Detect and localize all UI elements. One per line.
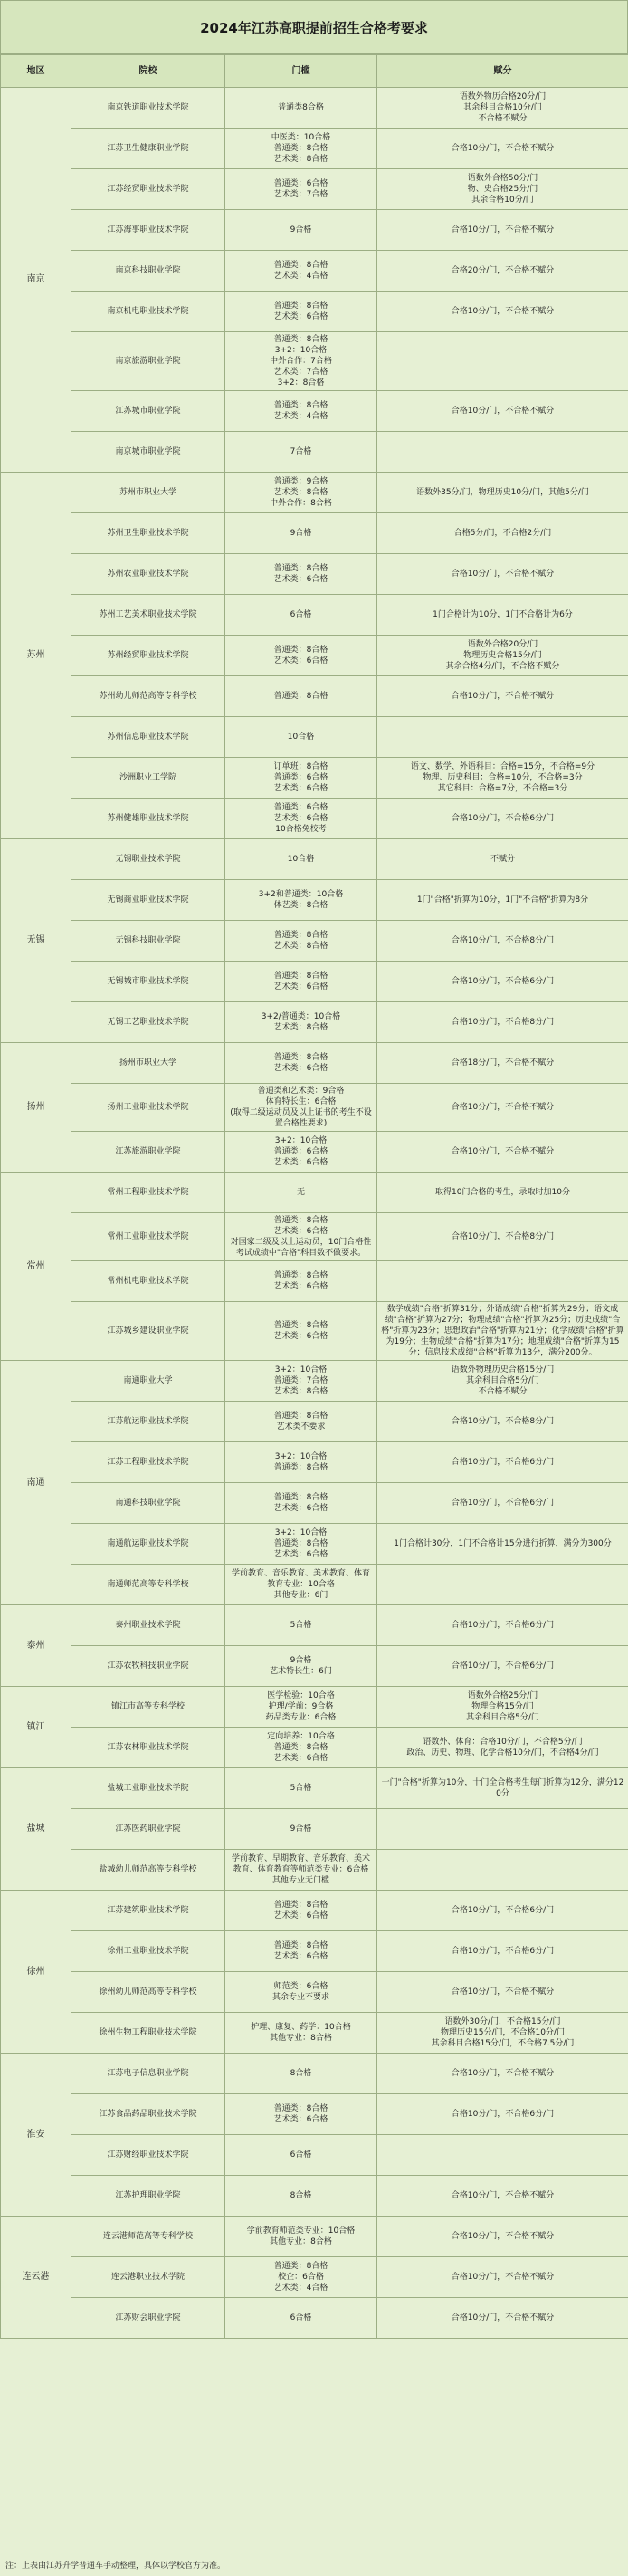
table-row — [1, 391, 628, 432]
header-bonus: 赋分 — [377, 55, 628, 88]
table-row — [1, 1402, 628, 1442]
bonus-rule-cell: 合格10分/门，不合格不赋分 — [377, 1132, 628, 1173]
school-cell: 南通职业大学 — [71, 1361, 225, 1402]
min-requirement-cell: 6合格 — [225, 2135, 377, 2176]
min-requirement-cell: 普通类：8合格 艺术类：6合格 — [225, 962, 377, 1002]
min-requirement-cell: 9合格 — [225, 513, 377, 554]
table-row — [1, 2257, 628, 2298]
min-requirement-cell: 3+2：10合格 普通类：6合格 艺术类：6合格 — [225, 1132, 377, 1173]
table-row — [1, 1132, 628, 1173]
table-row — [1, 332, 628, 391]
min-requirement-cell: 普通类：9合格 艺术类：8合格 中外合作：8合格 — [225, 473, 377, 513]
school-cell: 南京城市职业学院 — [71, 432, 225, 473]
table-row — [1, 1809, 628, 1850]
bonus-rule-cell: 合格18分/门，不合格不赋分 — [377, 1043, 628, 1084]
table-row — [1, 1646, 628, 1687]
min-requirement-cell: 普通类：8合格 3+2：10合格 中外合作：7合格 艺术类：7合格 3+2：8合格 — [225, 332, 377, 391]
min-requirement-cell: 普通类：8合格 艺术类：6合格 对国家二级及以上运动员，10门合格性考试成绩中"合格"科目数不做要求。 — [225, 1213, 377, 1261]
min-requirement-cell: 普通类：6合格 艺术类：7合格 — [225, 169, 377, 210]
region-cell: 镇江 — [1, 1687, 71, 1768]
bonus-rule-cell — [377, 1850, 628, 1891]
bonus-rule-cell: 合格10分/门，不合格不赋分 — [377, 1084, 628, 1132]
region-cell: 淮安 — [1, 2054, 71, 2217]
min-requirement-cell: 普通类8合格 — [225, 88, 377, 129]
school-cell: 苏州农业职业技术学院 — [71, 554, 225, 595]
bonus-rule-cell — [377, 1565, 628, 1605]
school-cell: 江苏建筑职业技术学院 — [71, 1891, 225, 1931]
min-requirement-cell: 普通类：6合格 艺术类：6合格 10合格免校考 — [225, 799, 377, 839]
school-cell: 常州工业职业技术学院 — [71, 1213, 225, 1261]
table-row — [1, 2094, 628, 2135]
table-row — [1, 513, 628, 554]
bonus-rule-cell: 合格10分/门，不合格8分/门 — [377, 1402, 628, 1442]
region-cell: 南通 — [1, 1361, 71, 1605]
min-requirement-cell: 普通类：8合格 艺术类：6合格 — [225, 1261, 377, 1302]
min-requirement-cell: 3+2和普通类：10合格 体艺类：8合格 — [225, 880, 377, 921]
bonus-rule-cell: 合格10分/门，不合格6分/门 — [377, 1891, 628, 1931]
table-row — [1, 129, 628, 169]
school-cell: 苏州卫生职业技术学院 — [71, 513, 225, 554]
school-cell: 镇江市高等专科学校 — [71, 1687, 225, 1728]
min-requirement-cell: 普通类：8合格 艺术类：4合格 — [225, 251, 377, 292]
table-row — [1, 1361, 628, 1402]
min-requirement-cell: 普通类：8合格 艺术类：6合格 — [225, 1043, 377, 1084]
table-row — [1, 1565, 628, 1605]
table-row — [1, 1850, 628, 1891]
table-row — [1, 1891, 628, 1931]
bonus-rule-cell: 合格10分/门，不合格不赋分 — [377, 2217, 628, 2257]
region-cell: 无锡 — [1, 839, 71, 1043]
table-row — [1, 1605, 628, 1646]
school-cell: 江苏财经职业技术学院 — [71, 2135, 225, 2176]
table-row — [1, 1213, 628, 1261]
school-cell: 南通科技职业学院 — [71, 1483, 225, 1524]
table-row — [1, 758, 628, 799]
school-cell: 无锡工艺职业技术学院 — [71, 1002, 225, 1043]
bonus-rule-cell: 合格10分/门，不合格6分/门 — [377, 1483, 628, 1524]
bonus-rule-cell: 合格10分/门，不合格不赋分 — [377, 2176, 628, 2217]
school-cell: 江苏城乡建设职业学院 — [71, 1302, 225, 1361]
bonus-rule-cell: 合格10分/门，不合格不赋分 — [377, 2054, 628, 2094]
bonus-rule-cell: 合格10分/门，不合格6分/门 — [377, 1931, 628, 1972]
bonus-rule-cell: 合格10分/门，不合格不赋分 — [377, 292, 628, 332]
bonus-rule-cell: 合格10分/门，不合格不赋分 — [377, 554, 628, 595]
table-row — [1, 88, 628, 129]
school-cell: 连云港职业技术学院 — [71, 2257, 225, 2298]
region-cell: 泰州 — [1, 1605, 71, 1687]
table-row — [1, 1524, 628, 1565]
bonus-rule-cell: 语数外合格50分/门 物、史合格25分/门 其余合格10分/门 — [377, 169, 628, 210]
table-row — [1, 676, 628, 717]
school-cell: 扬州工业职业技术学院 — [71, 1084, 225, 1132]
table-row — [1, 880, 628, 921]
requirements-table — [0, 54, 628, 2339]
school-cell: 江苏电子信息职业学院 — [71, 2054, 225, 2094]
table-row — [1, 1002, 628, 1043]
school-cell: 江苏农牧科技职业学院 — [71, 1646, 225, 1687]
min-requirement-cell: 无 — [225, 1173, 377, 1213]
min-requirement-cell: 6合格 — [225, 595, 377, 636]
bonus-rule-cell: 语数外35分/门，物理历史10分/门，其他5分/门 — [377, 473, 628, 513]
min-requirement-cell: 3+2：10合格 普通类：7合格 艺术类：8合格 — [225, 1361, 377, 1402]
school-cell: 苏州经贸职业技术学院 — [71, 636, 225, 676]
bonus-rule-cell: 合格10分/门，不合格不赋分 — [377, 1972, 628, 2013]
header-min: 门槛 — [225, 55, 377, 88]
table-header-row — [1, 55, 628, 88]
min-requirement-cell: 10合格 — [225, 717, 377, 758]
table-row — [1, 1173, 628, 1213]
region-cell: 盐城 — [1, 1768, 71, 1891]
min-requirement-cell: 普通类：8合格 — [225, 676, 377, 717]
bonus-rule-cell: 合格10分/门，不合格6分/门 — [377, 2094, 628, 2135]
page-title: 2024年江苏高职提前招生合格考要求 — [0, 0, 628, 54]
min-requirement-cell: 9合格 艺术特长生：6门 — [225, 1646, 377, 1687]
min-requirement-cell: 学前教育、音乐教育、美术教育、体育教育专业：10合格 其他专业：6门 — [225, 1565, 377, 1605]
school-cell: 江苏卫生健康职业学院 — [71, 129, 225, 169]
bonus-rule-cell — [377, 432, 628, 473]
min-requirement-cell: 普通类：8合格 艺术类：6合格 — [225, 1931, 377, 1972]
bonus-rule-cell: 合格10分/门，不合格不赋分 — [377, 210, 628, 251]
min-requirement-cell: 普通类：8合格 艺术类：8合格 — [225, 921, 377, 962]
min-requirement-cell: 护理、康复、药学：10合格 其他专业：8合格 — [225, 2013, 377, 2054]
bonus-rule-cell: 合格10分/门，不合格6分/门 — [377, 962, 628, 1002]
min-requirement-cell: 普通类：8合格 艺术类：6合格 — [225, 1891, 377, 1931]
table-row — [1, 169, 628, 210]
min-requirement-cell: 学前教育师范类专业：10合格 其他专业：8合格 — [225, 2217, 377, 2257]
table-row — [1, 1084, 628, 1132]
school-cell: 江苏城市职业学院 — [71, 391, 225, 432]
bonus-rule-cell — [377, 1809, 628, 1850]
table-row — [1, 1768, 628, 1809]
min-requirement-cell: 10合格 — [225, 839, 377, 880]
school-cell: 无锡科技职业学院 — [71, 921, 225, 962]
school-cell: 连云港师范高等专科学校 — [71, 2217, 225, 2257]
table-row — [1, 432, 628, 473]
bonus-rule-cell: 语数外合格20分/门 物理历史合格15分/门 其余合格4分/门，不合格不赋分 — [377, 636, 628, 676]
min-requirement-cell: 7合格 — [225, 432, 377, 473]
school-cell: 无锡商业职业技术学院 — [71, 880, 225, 921]
bonus-rule-cell: 合格10分/门，不合格8分/门 — [377, 921, 628, 962]
bonus-rule-cell: 语数外物理历史合格15分/门 其余科目合格5分/门 不合格不赋分 — [377, 1361, 628, 1402]
school-cell: 常州工程职业技术学院 — [71, 1173, 225, 1213]
bonus-rule-cell: 合格10分/门，不合格8分/门 — [377, 1002, 628, 1043]
min-requirement-cell: 普通类：8合格 艺术类：6合格 — [225, 1483, 377, 1524]
min-requirement-cell: 5合格 — [225, 1768, 377, 1809]
school-cell: 苏州健雄职业技术学院 — [71, 799, 225, 839]
table-row — [1, 473, 628, 513]
bonus-rule-cell: 语数外、体育：合格10分/门，不合格5分/门 政治、历史、物理、化学合格10分/门，不合格4分/门 — [377, 1728, 628, 1768]
min-requirement-cell: 普通类和艺术类：9合格 体育特长生：6合格 (取得二级运动员及以上证书的考生不设置合格性要求) — [225, 1084, 377, 1132]
school-cell: 苏州信息职业技术学院 — [71, 717, 225, 758]
school-cell: 苏州市职业大学 — [71, 473, 225, 513]
school-cell: 江苏旅游职业学院 — [71, 1132, 225, 1173]
min-requirement-cell: 订单班：8合格 普通类：6合格 艺术类：6合格 — [225, 758, 377, 799]
table-row — [1, 1442, 628, 1483]
school-cell: 徐州幼儿师范高等专科学校 — [71, 1972, 225, 2013]
bonus-rule-cell: 合格5分/门，不合格2分/门 — [377, 513, 628, 554]
bonus-rule-cell: 合格10分/门，不合格不赋分 — [377, 129, 628, 169]
table-row — [1, 1728, 628, 1768]
bonus-rule-cell: 数学成绩"合格"折算31分；外语成绩"合格"折算为29分；语文成绩"合格"折算为27分；物理成绩"合格"折算为25分；历史成绩"合格"折算为23分；思想政治"合格"折算为21分；化学成绩"合格"折算为19分；生物成绩"合格"折算为17分；地理成绩"合格"折算为15分；信息技术成绩"合格"折算为13分，满分200分。 — [377, 1302, 628, 1361]
bonus-rule-cell — [377, 332, 628, 391]
header-region: 地区 — [1, 55, 71, 88]
bonus-rule-cell: 一门"合格"折算为10分，十门全合格考生每门折算为12分，满分120分 — [377, 1768, 628, 1809]
bonus-rule-cell: 合格10分/门，不合格6分/门 — [377, 799, 628, 839]
min-requirement-cell: 普通类：8合格 艺术类：6合格 — [225, 2094, 377, 2135]
min-requirement-cell: 3+2/普通类：10合格 艺术类：8合格 — [225, 1002, 377, 1043]
min-requirement-cell: 医学检验：10合格 护理/学前：9合格 药品类专业：6合格 — [225, 1687, 377, 1728]
bonus-rule-cell: 合格10分/门，不合格6分/门 — [377, 1442, 628, 1483]
table-body — [1, 88, 628, 2339]
school-cell: 无锡职业技术学院 — [71, 839, 225, 880]
min-requirement-cell: 3+2：10合格 普通类：8合格 — [225, 1442, 377, 1483]
school-cell: 江苏农林职业技术学院 — [71, 1728, 225, 1768]
school-cell: 南京科技职业学院 — [71, 251, 225, 292]
min-requirement-cell: 普通类：8合格 艺术类：4合格 — [225, 391, 377, 432]
table-row — [1, 921, 628, 962]
bonus-rule-cell — [377, 2135, 628, 2176]
bonus-rule-cell: 合格10分/门，不合格不赋分 — [377, 2298, 628, 2339]
bonus-rule-cell: 1门合格计30分，1门不合格计15分进行折算，满分为300分 — [377, 1524, 628, 1565]
table-row — [1, 839, 628, 880]
table-row — [1, 1302, 628, 1361]
table-row — [1, 2135, 628, 2176]
bonus-rule-cell: 不赋分 — [377, 839, 628, 880]
region-cell: 连云港 — [1, 2217, 71, 2339]
min-requirement-cell: 8合格 — [225, 2054, 377, 2094]
min-requirement-cell: 师范类：6合格 其余专业不要求 — [225, 1972, 377, 2013]
min-requirement-cell: 定向培养：10合格 普通类：8合格 艺术类：6合格 — [225, 1728, 377, 1768]
school-cell: 扬州市职业大学 — [71, 1043, 225, 1084]
school-cell: 江苏医药职业学院 — [71, 1809, 225, 1850]
school-cell: 常州机电职业技术学院 — [71, 1261, 225, 1302]
school-cell: 盐城工业职业技术学院 — [71, 1768, 225, 1809]
table-row — [1, 1931, 628, 1972]
bonus-rule-cell: 1门合格计为10分，1门不合格计为6分 — [377, 595, 628, 636]
min-requirement-cell: 普通类：8合格 艺术类：6合格 — [225, 292, 377, 332]
table-row — [1, 1687, 628, 1728]
table-row — [1, 2054, 628, 2094]
region-cell: 南京 — [1, 88, 71, 473]
school-cell: 江苏护理职业学院 — [71, 2176, 225, 2217]
school-cell: 南通师范高等专科学校 — [71, 1565, 225, 1605]
bonus-rule-cell — [377, 1261, 628, 1302]
header-school: 院校 — [71, 55, 225, 88]
school-cell: 沙洲职业工学院 — [71, 758, 225, 799]
min-requirement-cell: 普通类：8合格 艺术类不要求 — [225, 1402, 377, 1442]
min-requirement-cell: 3+2：10合格 普通类：8合格 艺术类：6合格 — [225, 1524, 377, 1565]
school-cell: 南京机电职业技术学院 — [71, 292, 225, 332]
region-cell: 常州 — [1, 1173, 71, 1361]
school-cell: 盐城幼儿师范高等专科学校 — [71, 1850, 225, 1891]
region-cell: 苏州 — [1, 473, 71, 839]
bonus-rule-cell: 合格10分/门，不合格8分/门 — [377, 1213, 628, 1261]
school-cell: 南京铁道职业技术学院 — [71, 88, 225, 129]
bonus-rule-cell: 语数外30分/门，不合格15分/门 物理历史15分/门，不合格10分/门 其余科目合格15分/门，不合格7.5分/门 — [377, 2013, 628, 2054]
min-requirement-cell: 普通类：8合格 艺术类：6合格 — [225, 554, 377, 595]
school-cell: 江苏航运职业技术学院 — [71, 1402, 225, 1442]
table-row — [1, 292, 628, 332]
table-row — [1, 1483, 628, 1524]
table-row — [1, 962, 628, 1002]
school-cell: 苏州工艺美术职业技术学院 — [71, 595, 225, 636]
school-cell: 江苏经贸职业技术学院 — [71, 169, 225, 210]
table-row — [1, 2298, 628, 2339]
table-row — [1, 2013, 628, 2054]
bonus-rule-cell: 合格20分/门，不合格不赋分 — [377, 251, 628, 292]
table-row — [1, 799, 628, 839]
school-cell: 徐州生物工程职业技术学院 — [71, 2013, 225, 2054]
min-requirement-cell: 5合格 — [225, 1605, 377, 1646]
table-row — [1, 595, 628, 636]
table-row — [1, 554, 628, 595]
bonus-rule-cell: 1门"合格"折算为10分，1门"不合格"折算为8分 — [377, 880, 628, 921]
min-requirement-cell: 9合格 — [225, 1809, 377, 1850]
table-row — [1, 251, 628, 292]
bonus-rule-cell: 语文、数学、外语科目：合格=15分，不合格=9分 物理、历史科目：合格=10分，不合格=3分 其它科目：合格=7分，不合格=3分 — [377, 758, 628, 799]
bonus-rule-cell: 语数外物历合格20分/门 其余科目合格10分/门 不合格不赋分 — [377, 88, 628, 129]
bonus-rule-cell: 合格10分/门，不合格不赋分 — [377, 391, 628, 432]
footnote: 注：上表由江苏升学普通车手动整理，具体以学校官方为准。 — [5, 2562, 226, 2571]
table-row — [1, 2176, 628, 2217]
school-cell: 江苏工程职业技术学院 — [71, 1442, 225, 1483]
bonus-rule-cell: 合格10分/门，不合格6分/门 — [377, 1605, 628, 1646]
table-row — [1, 636, 628, 676]
region-cell: 徐州 — [1, 1891, 71, 2054]
school-cell: 泰州职业技术学院 — [71, 1605, 225, 1646]
table-row — [1, 717, 628, 758]
table-row — [1, 1043, 628, 1084]
min-requirement-cell: 普通类：8合格 校企：6合格 艺术类：4合格 — [225, 2257, 377, 2298]
bonus-rule-cell: 合格10分/门，不合格6分/门 — [377, 1646, 628, 1687]
min-requirement-cell: 6合格 — [225, 2298, 377, 2339]
bonus-rule-cell: 合格10分/门，不合格不赋分 — [377, 2257, 628, 2298]
school-cell: 江苏海事职业技术学院 — [71, 210, 225, 251]
table-row — [1, 1261, 628, 1302]
table-row — [1, 2217, 628, 2257]
school-cell: 南京旅游职业学院 — [71, 332, 225, 391]
min-requirement-cell: 普通类：8合格 艺术类：6合格 — [225, 636, 377, 676]
table-row — [1, 1972, 628, 2013]
school-cell: 江苏食品药品职业技术学院 — [71, 2094, 225, 2135]
school-cell: 无锡城市职业技术学院 — [71, 962, 225, 1002]
table-row — [1, 210, 628, 251]
bonus-rule-cell: 取得10门合格的考生，录取时加10分 — [377, 1173, 628, 1213]
school-cell: 江苏财会职业学院 — [71, 2298, 225, 2339]
min-requirement-cell: 9合格 — [225, 210, 377, 251]
min-requirement-cell: 普通类：8合格 艺术类：6合格 — [225, 1302, 377, 1361]
region-cell: 扬州 — [1, 1043, 71, 1173]
min-requirement-cell: 学前教育、早期教育、音乐教育、美术教育、体育教育等师范类专业：6合格 其他专业无门槛 — [225, 1850, 377, 1891]
school-cell: 南通航运职业技术学院 — [71, 1524, 225, 1565]
min-requirement-cell: 8合格 — [225, 2176, 377, 2217]
bonus-rule-cell: 合格10分/门，不合格不赋分 — [377, 676, 628, 717]
bonus-rule-cell: 语数外合格25分/门 物理合格15分/门 其余科目合格5分/门 — [377, 1687, 628, 1728]
bonus-rule-cell — [377, 717, 628, 758]
school-cell: 徐州工业职业技术学院 — [71, 1931, 225, 1972]
school-cell: 苏州幼儿师范高等专科学校 — [71, 676, 225, 717]
min-requirement-cell: 中医类：10合格 普通类：8合格 艺术类：8合格 — [225, 129, 377, 169]
